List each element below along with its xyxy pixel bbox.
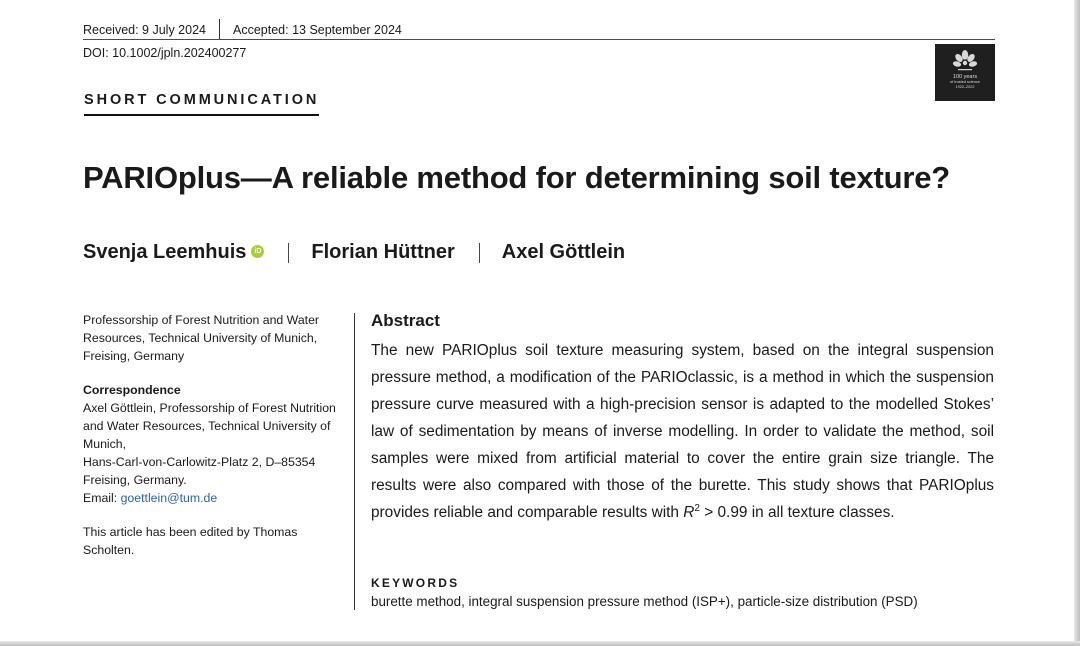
author-name[interactable]: Florian Hüttner <box>311 241 455 263</box>
abstract-text-part1: The new PARIOplus soil texture measuring system, based on the integral suspension pressure method, a modification of the PARIOclassic, is a method in which the suspension pressure curve measured with a high-precision sensor is adapted to the modelled Stokes’ law of sedimentation by means of inverse modelling. In order to validate the method, soil samples were mixed from artificial material to cover the entire grain size triangle. The results were also compared with those of the burette. This study shows that PARIOplus provides reliable and comparable results with <box>371 342 994 521</box>
article-type: SHORT COMMUNICATION <box>84 92 319 116</box>
received-date: Received: 9 July 2024 <box>83 22 206 37</box>
email-label: Email: <box>83 491 118 505</box>
logo-text-dates: 1922–2022 <box>955 84 975 89</box>
orcid-icon[interactable]: iD <box>251 245 264 258</box>
affiliation: Professorship of Forest Nutrition and Water Resources, Technical University of Munich, Freising, Germany <box>83 313 320 363</box>
logo-text-years: 100 years <box>952 74 978 80</box>
correspondence-email <box>83 489 338 507</box>
column-divider <box>354 313 355 610</box>
doi: DOI: 10.1002/jpln.202400277 <box>83 46 247 60</box>
header-rule <box>83 39 995 40</box>
author-list <box>83 241 625 264</box>
accepted-date: Accepted: 13 September 2024 <box>233 22 402 37</box>
author-divider <box>479 243 480 263</box>
keywords-heading: KEYWORDS <box>371 576 460 590</box>
article-sidebar <box>83 311 338 559</box>
abstract-section <box>371 309 994 526</box>
flower-emblem-icon <box>952 49 978 73</box>
article-title: PARIOplus—A reliable method for determining soil texture? <box>83 160 951 195</box>
r-squared-symbol: R <box>683 504 695 521</box>
abstract-heading: Abstract <box>371 311 440 330</box>
email-link[interactable]: goettlein@tum.de <box>120 491 218 505</box>
page-edge-shadow <box>1074 0 1080 646</box>
edited-by-note: This article has been edited by Thomas Scholten. <box>83 525 298 557</box>
abstract-text-part2: > 0.99 in all texture classes. <box>699 504 895 521</box>
page-edge-shadow-bottom <box>0 641 1080 646</box>
correspondence-name: Axel Göttlein, Professorship of Forest Nutrition and Water Resources, Technical University of Munich, <box>83 401 336 451</box>
author-name[interactable]: Axel Göttlein <box>501 241 626 263</box>
r-squared-exponent: 2 <box>694 502 700 514</box>
correspondence-address: Hans-Carl-von-Carlowitz-Platz 2, D–85354 Freising, Germany. <box>83 455 316 487</box>
correspondence-heading: Correspondence <box>83 383 181 397</box>
keywords-list: burette method, integral suspension pressure method (ISP+), particle-size distribution (PSD) <box>371 594 918 609</box>
author-name[interactable]: Svenja Leemhuis <box>83 241 247 263</box>
publisher-logo <box>935 44 995 101</box>
dates-line <box>83 19 402 40</box>
dates-divider <box>219 19 220 40</box>
abstract-text <box>371 337 994 526</box>
author-divider <box>288 243 289 263</box>
logo-text-tagline: of trusted science <box>950 80 980 84</box>
